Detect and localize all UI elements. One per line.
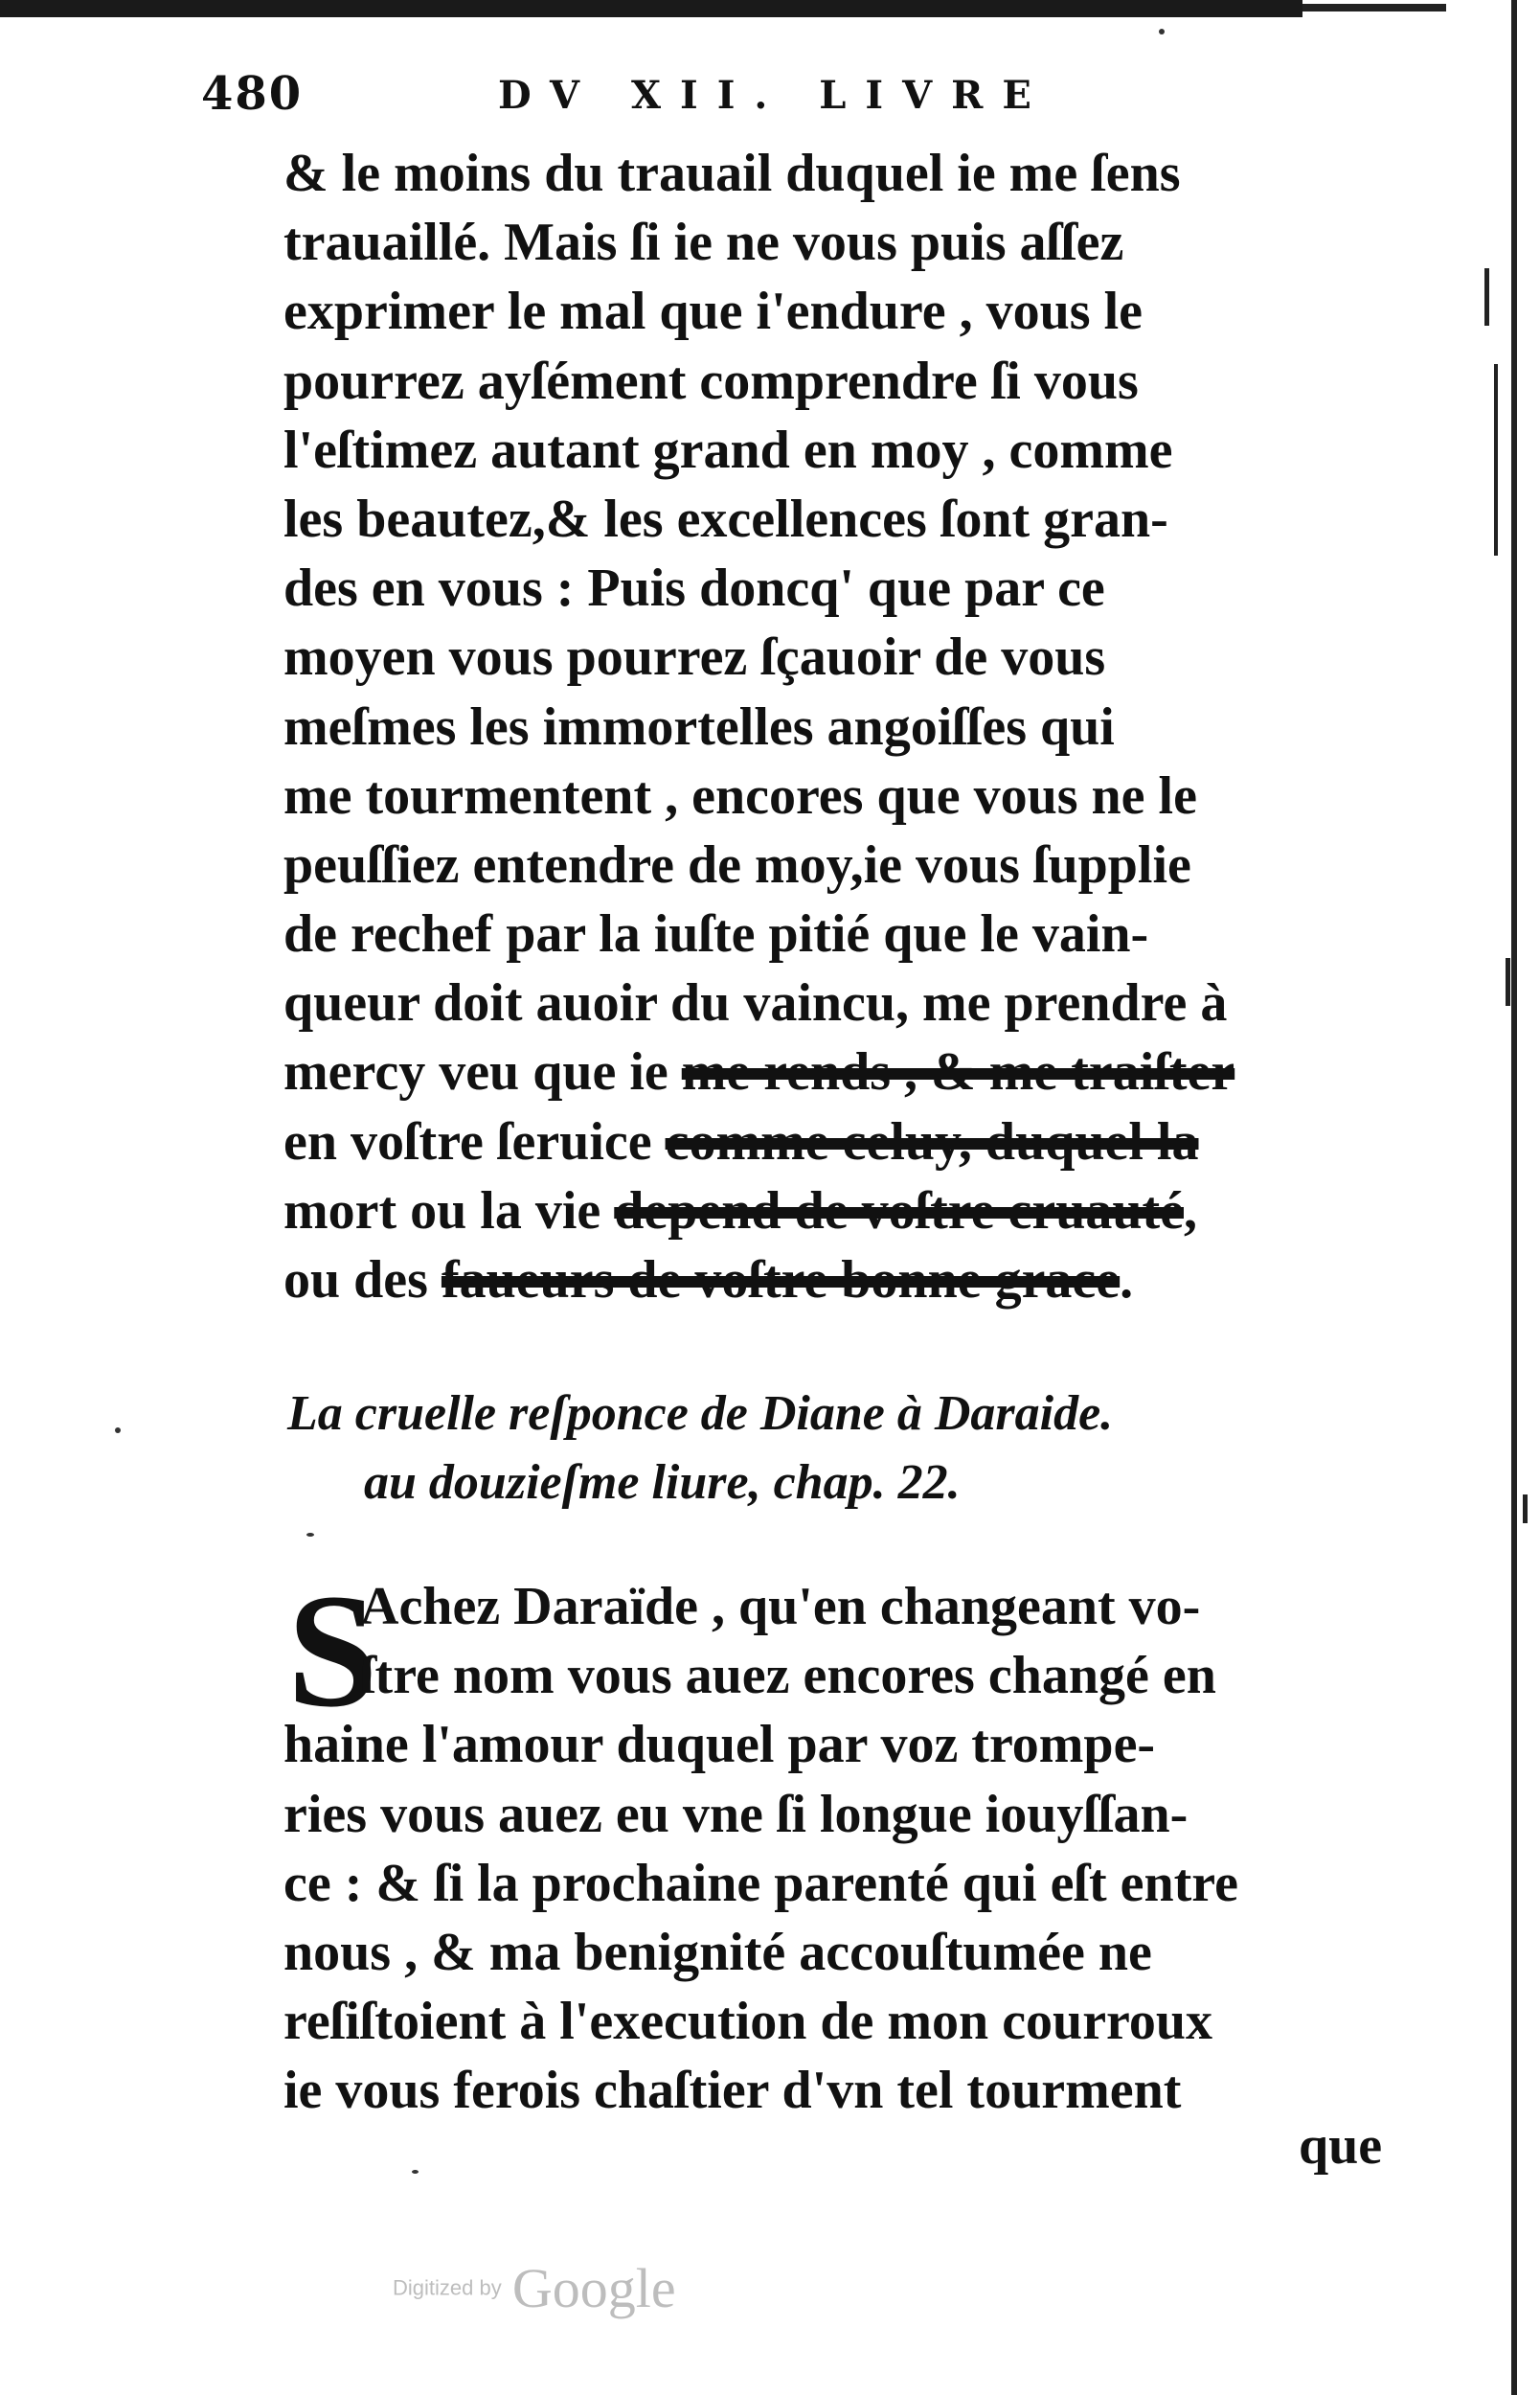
text-line: de rechef par la iuſte pitié que le vain- bbox=[283, 904, 1149, 965]
scan-edge-mark bbox=[1506, 958, 1510, 1006]
text-segment: en voſtre ſeruice bbox=[283, 1111, 666, 1172]
page-number: 480 bbox=[201, 67, 304, 121]
struck-text-line bbox=[283, 1107, 1394, 1176]
struck-text-line bbox=[283, 1038, 1394, 1106]
scan-speck bbox=[115, 1427, 121, 1433]
watermark-caption: Digitized by bbox=[393, 2275, 502, 2300]
text-line: queur doit auoir du vaincu, me prendre à bbox=[283, 973, 1228, 1034]
chapter-heading bbox=[287, 1380, 1417, 1517]
scan-speck bbox=[306, 1533, 314, 1537]
struck-through-text: me rends , & me traiſter bbox=[681, 1042, 1235, 1103]
text-line: Achez Daraïde , qu'en changeant vo- bbox=[360, 1577, 1201, 1636]
text-line: des en vous : Puis doncq' que par ce bbox=[283, 559, 1105, 619]
struck-through-text: faueurs de voſtre bonne grace bbox=[441, 1250, 1121, 1310]
struck-text-line bbox=[283, 1176, 1394, 1245]
running-head bbox=[201, 67, 1149, 125]
scan-edge-mark bbox=[1523, 1494, 1528, 1523]
text-line: exprimer le mal que i'endure , vous le bbox=[283, 282, 1143, 342]
text-line: peuſſiez entendre de moy,ie vous ſupplie bbox=[283, 834, 1191, 895]
running-title: DV XII. LIVRE bbox=[498, 73, 1051, 118]
text-line: ſtre nom vous auez encores changé en bbox=[360, 1646, 1216, 1706]
chapter-heading-line: La cruelle reſponce de Diane à Daraide. bbox=[287, 1386, 1114, 1441]
scan-edge-mark bbox=[1484, 268, 1489, 326]
digitized-watermark bbox=[393, 2256, 676, 2320]
catchword: que bbox=[1299, 2116, 1383, 2176]
text-segment: mort ou la vie bbox=[283, 1180, 615, 1241]
text-line: haine l'amour duquel par voz trompe- bbox=[283, 1715, 1156, 1775]
text-line: & le moins du trauail duquel ie me ſens bbox=[283, 144, 1181, 203]
scan-edge-mark bbox=[1494, 364, 1498, 556]
struck-text-line bbox=[283, 1245, 1394, 1314]
drop-cap: S bbox=[287, 1561, 378, 1741]
text-line: ries vous auez eu vne ſi longue iouyſſan- bbox=[283, 1784, 1189, 1844]
text-segment: mercy veu que ie bbox=[283, 1042, 682, 1103]
reply-text bbox=[283, 1561, 1394, 2127]
scan-right-edge bbox=[1511, 0, 1517, 2395]
text-line: me tourmentent , encores que vous ne le bbox=[283, 765, 1197, 826]
text-line: ie vous ferois chaſtier d'vn tel tourment bbox=[283, 2061, 1182, 2121]
text-line: moyen vous pourrez ſçauoir de vous bbox=[283, 627, 1106, 688]
scan-top-border-fragment bbox=[1302, 4, 1446, 11]
text-line: meſmes les immortelles angoiſſes qui bbox=[283, 696, 1115, 757]
text-line: l'eſtimez autant grand en moy , comme bbox=[283, 420, 1173, 480]
text-line: pourrez ayſément comprendre ſi vous bbox=[283, 351, 1139, 411]
scan-speck bbox=[1159, 29, 1165, 34]
text-line: reſiſtoient à l'execution de mon courroux bbox=[283, 1992, 1213, 2052]
chapter-heading-line: au douzieſme liure, chap. 22. bbox=[364, 1455, 961, 1510]
text-line: les beautez,& les excellences ſont gran- bbox=[283, 489, 1168, 549]
text-line: nous , & ma benignité accouſtumée ne bbox=[283, 1922, 1152, 1982]
letter-text bbox=[283, 139, 1394, 1314]
struck-through-text: comme celuy, duquel la bbox=[665, 1111, 1199, 1172]
text-line: ce : & ſi la prochaine parenté qui eſt entre bbox=[283, 1853, 1238, 1913]
scan-speck bbox=[412, 2170, 419, 2174]
text-segment: . bbox=[1120, 1250, 1134, 1310]
scan-top-border bbox=[0, 0, 1302, 17]
google-logo: Google bbox=[511, 2257, 676, 2319]
struck-through-text: depend de voſtre cruauté bbox=[614, 1180, 1184, 1241]
text-segment: , bbox=[1183, 1180, 1197, 1241]
text-segment: ou des bbox=[283, 1250, 442, 1310]
text-line: trauaillé. Mais ſi ie ne vous puis aſſez bbox=[283, 213, 1124, 273]
